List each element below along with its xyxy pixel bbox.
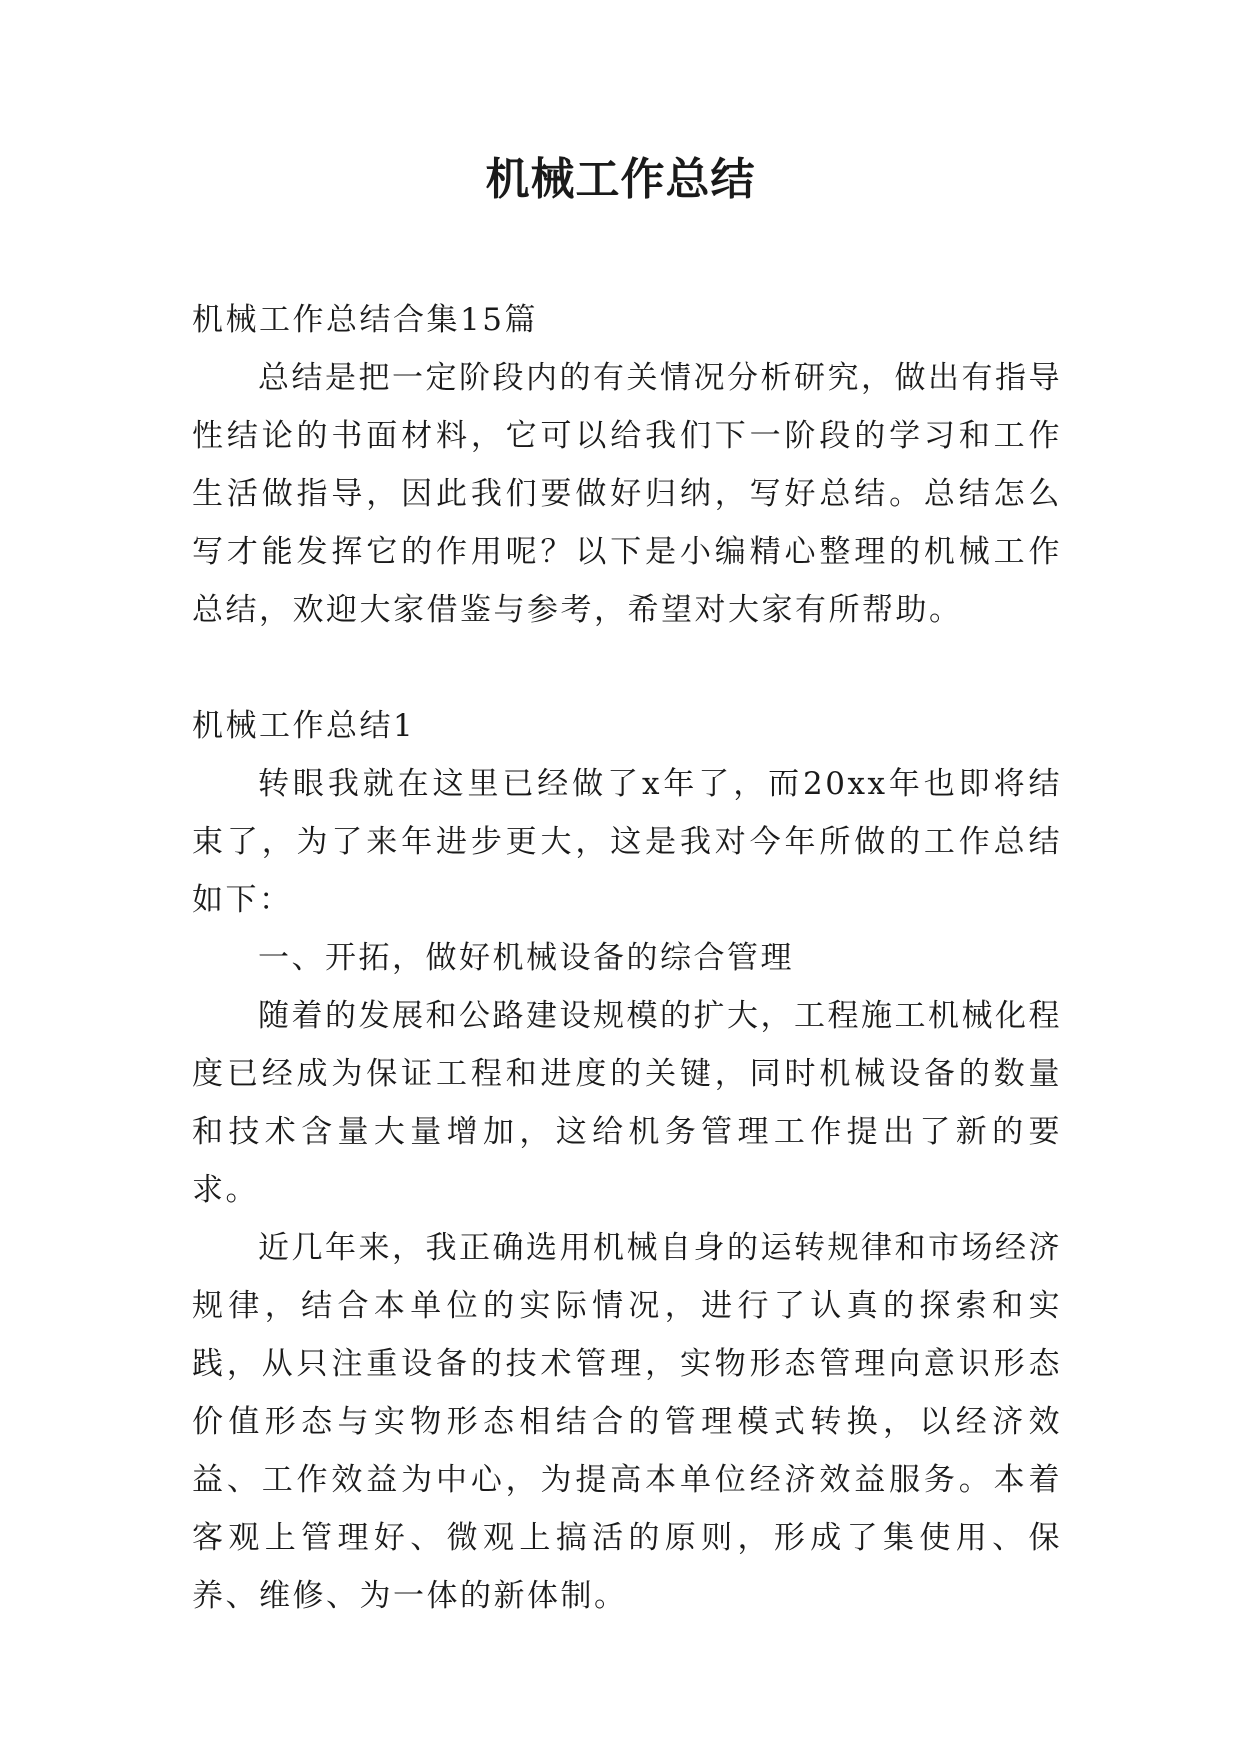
intro-paragraph: 总结是把一定阶段内的有关情况分析研究，做出有指导性结论的书面材料，它可以给我们下一阶段的学习和工作生活做指导，因此我们要做好归纳，写好总结。总结怎么写才能发挥它的作用呢？以下是小编精心整理的机械工作总结，欢迎大家借鉴与参考，希望对大家有所帮助。 (192, 360, 1062, 628)
document-subtitle: 机械工作总结合集15篇 (192, 302, 538, 338)
section-paragraph-1: 转眼我就在这里已经做了x年了，而20xx年也即将结束了，为了来年进步更大，这是我对今年所做的工作总结如下： (192, 766, 1062, 918)
spacer (192, 639, 1062, 697)
section-paragraph-2: 随着的发展和公路建设规模的扩大，工程施工机械化程度已经成为保证工程和进度的关键，同时机械设备的数量和技术含量大量增加，这给机务管理工作提出了新的要求。 (192, 998, 1062, 1208)
section-paragraph-3: 近几年来，我正确选用机械自身的运转规律和市场经济规律，结合本单位的实际情况，进行了认真的探索和实践，从只注重设备的技术管理，实物形态管理向意识形态价值形态与实物形态相结合的管理模式转换，以经济效益、工作效益为中心，为提高本单位经济效益服务。本着客观上管理好、微观上搞活的原则，形成了集使用、保养、维修、为一体的新体制。 (192, 1230, 1062, 1614)
section-heading: 机械工作总结1 (192, 708, 416, 744)
document-body (192, 291, 1062, 1625)
section-point-1: 一、开拓，做好机械设备的综合管理 (258, 940, 794, 976)
document-title: 机械工作总结 (485, 154, 756, 205)
